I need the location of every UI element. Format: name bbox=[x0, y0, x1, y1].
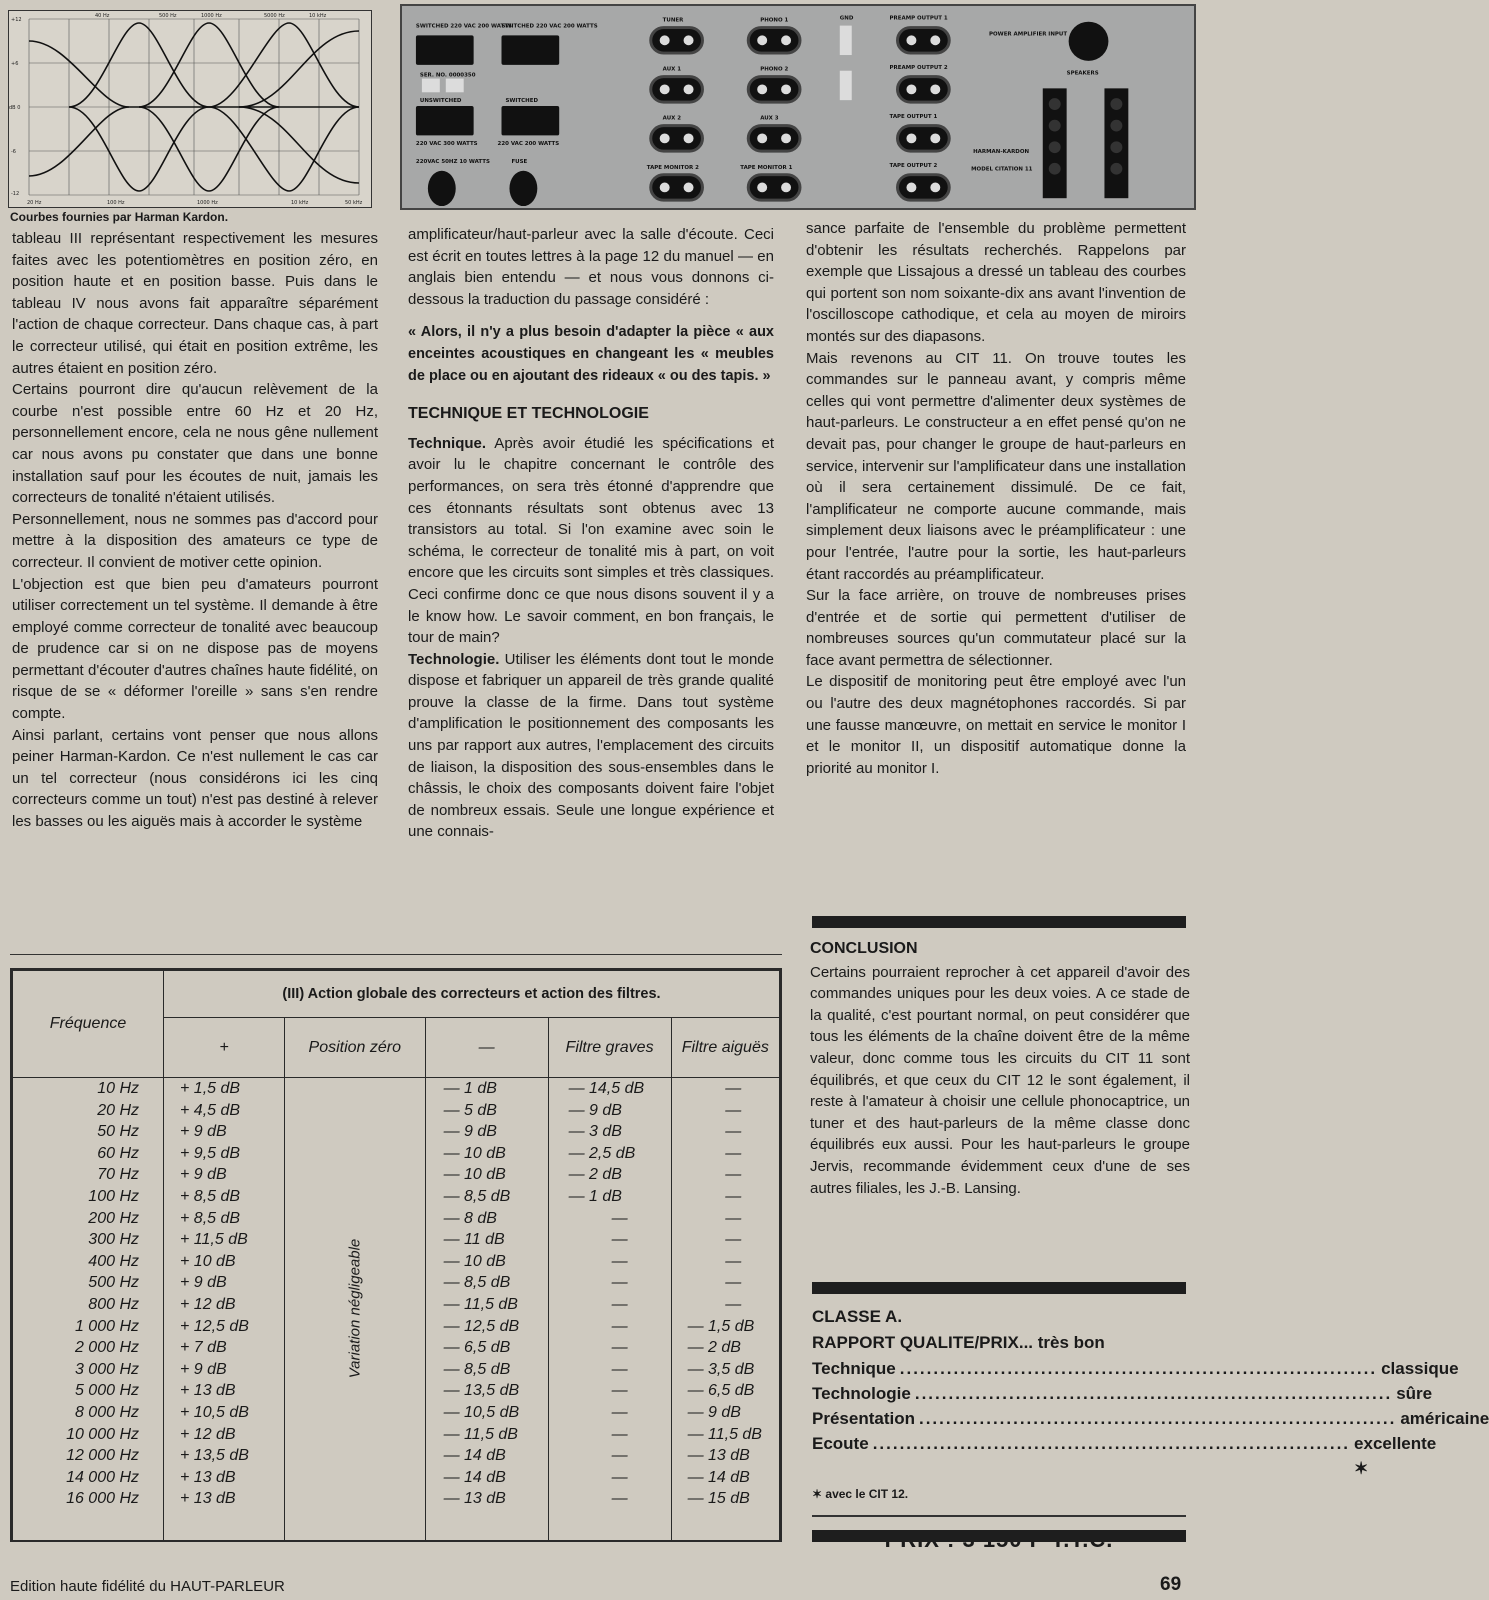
table-cell: + 12,5 dB bbox=[180, 1317, 249, 1335]
minus-column bbox=[425, 1078, 548, 1541]
freq-label: 10 kHz bbox=[309, 13, 327, 19]
table-cell: — bbox=[725, 1295, 742, 1313]
leader-dots: ....................................................................... bbox=[918, 1409, 1397, 1428]
footer-publication: Edition haute fidélité du HAUT-PARLEUR bbox=[10, 1578, 285, 1595]
table-cell: — bbox=[611, 1382, 628, 1400]
table-cell: + 9 dB bbox=[180, 1360, 227, 1378]
panel-label: SWITCHED 220 VAC 200 WATTS bbox=[415, 23, 513, 30]
table-cell: 200 Hz bbox=[88, 1209, 139, 1227]
panel-label: HARMAN-KARDON bbox=[973, 149, 1030, 156]
table-iii bbox=[10, 968, 782, 1542]
table-cell: — 9 dB bbox=[568, 1101, 622, 1119]
freq-label: 40 Hz bbox=[95, 13, 110, 19]
table-cell: — 12,5 dB bbox=[443, 1317, 520, 1335]
table-cell: — bbox=[611, 1317, 628, 1335]
table-cell: 20 Hz bbox=[97, 1101, 139, 1119]
panel-label: TAPE OUTPUT 1 bbox=[889, 113, 938, 120]
section-rule bbox=[812, 1282, 1186, 1294]
verdict-box bbox=[812, 1304, 1489, 1553]
rating-note: ✶ avec le CIT 12. bbox=[812, 1487, 909, 1501]
bottom-label: 20 Hz bbox=[27, 200, 42, 206]
table-cell: — 5 dB bbox=[443, 1101, 497, 1119]
table-cell: — 2 dB bbox=[687, 1339, 741, 1357]
panel-label: TAPE MONITOR 2 bbox=[646, 164, 699, 171]
freq-label: 1000 Hz bbox=[201, 13, 222, 19]
rating-label: Technique bbox=[812, 1359, 896, 1378]
table-cell: + 7 dB bbox=[180, 1339, 227, 1357]
db-label: +12 bbox=[11, 17, 22, 23]
panel-label: SWITCHED bbox=[505, 98, 539, 105]
freq-label: 5000 Hz bbox=[264, 13, 285, 19]
paragraph bbox=[408, 433, 774, 649]
section-title: TECHNIQUE ET TECHNOLOGIE bbox=[408, 405, 649, 423]
paragraph: sance parfaite de l'ensemble du problème permettent d'obtenir les résultats recherchés. Rappelons par exemple que Lissajous a dressé un tableau des courbes qui portent son nom soixante-dix ans avant l'invention de l'oscilloscope cathodique, et cela au moyen de miroirs montés sur des diapasons. bbox=[806, 220, 1186, 345]
table-cell: 12 000 Hz bbox=[66, 1447, 139, 1465]
leader-dots: ....................................................................... bbox=[914, 1384, 1393, 1403]
panel-label: AUX 3 bbox=[760, 115, 779, 122]
table-cell: — bbox=[611, 1425, 628, 1443]
table-cell: 50 Hz bbox=[97, 1123, 139, 1141]
table-cell: — 14 dB bbox=[443, 1468, 506, 1486]
table-cell: + 9 dB bbox=[180, 1274, 227, 1292]
table-cell: — bbox=[725, 1252, 742, 1270]
panel-label: 220 VAC 200 WATTS bbox=[497, 141, 560, 148]
divider bbox=[10, 954, 782, 955]
table-cell: — 14 dB bbox=[687, 1468, 750, 1486]
rear-panel-svg bbox=[402, 6, 1194, 208]
table-cell: — 2 dB bbox=[568, 1166, 622, 1184]
panel-label: 220VAC 50HZ 10 WATTS bbox=[415, 158, 490, 165]
rating-value: classique bbox=[1381, 1359, 1459, 1378]
page-number: 69 bbox=[1160, 1574, 1182, 1595]
header-filtre-graves: Filtre graves bbox=[548, 1018, 671, 1078]
panel-label: AUX 1 bbox=[662, 66, 682, 73]
table-cell: 2 000 Hz bbox=[74, 1339, 139, 1357]
graph-caption: Courbes fournies par Harman Kardon. bbox=[10, 210, 229, 224]
header-frequence: Fréquence bbox=[13, 971, 164, 1078]
table-cell: — bbox=[611, 1403, 628, 1421]
header-position-zero: Position zéro bbox=[285, 1018, 426, 1078]
panel-label: SER. NO. 0000350 bbox=[419, 72, 476, 79]
paragraph: Personnellement, nous ne sommes pas d'accord pour mettre à la disposition des amateurs ce type de correcteur. Il convient de motiver cette opinion. bbox=[12, 510, 378, 571]
table-cell: + 13 dB bbox=[180, 1490, 236, 1508]
table-cell: + 9 dB bbox=[180, 1166, 227, 1184]
table-cell: — 11 dB bbox=[443, 1231, 505, 1249]
panel-label: PHONO 2 bbox=[760, 66, 789, 73]
table-cell: + 10 dB bbox=[180, 1252, 236, 1270]
conclusion-title: CONCLUSION bbox=[810, 940, 918, 957]
table-cell: 500 Hz bbox=[88, 1274, 139, 1292]
table-title: (III) Action globale des correcteurs et action des filtres. bbox=[164, 971, 780, 1018]
rapport-qualite-prix: RAPPORT QUALITE/PRIX... très bon bbox=[812, 1333, 1105, 1352]
table-cell: — 8,5 dB bbox=[443, 1187, 511, 1205]
rear-panel-photo bbox=[400, 4, 1196, 210]
table-cell: — bbox=[725, 1101, 742, 1119]
paragraph-text: Utiliser les éléments dont tout le monde dispose et fabriquer un appareil de très grande qualité prouve la classe de la firme. Dans tout système d'amplification le positionnement des composants les uns par rapport aux autres, l'emplacement des circuits de liaison, la disposition des sous-ensembles dans le châssis, le choix des composants doivent faire l'objet de nombreux essais. Seule une longue expérience et une connais- bbox=[408, 650, 774, 841]
table-cell: + 9 dB bbox=[180, 1123, 227, 1141]
bottom-label: 1000 Hz bbox=[197, 200, 218, 206]
table-cell: 100 Hz bbox=[88, 1187, 139, 1205]
table-cell: — bbox=[611, 1468, 628, 1486]
table-cell: — 11,5 dB bbox=[687, 1425, 762, 1443]
table-cell: — 10 dB bbox=[443, 1144, 506, 1162]
paragraph-text: Après avoir étudié les spécifications et avoir lu le chapitre concernant le contrôle des performances, on sera très étonné d'apprendre que ces étonnants résultats sont obtenus avec 13 transistors au total. Si l'on examine avec soin le schéma, le correcteur de tonalité mis à part, on voit encore que les circuits sont simples et très classiques. Ceci confirme donc ce que nous disons souvent il y a le know how. Le savoir comment, en bon français, le tour de main? bbox=[408, 434, 774, 647]
table-cell: 800 Hz bbox=[88, 1295, 139, 1313]
db-label: dB 0 bbox=[9, 105, 21, 111]
panel-label: MODEL CITATION 11 bbox=[971, 166, 1033, 173]
table-cell: — 13,5 dB bbox=[443, 1382, 520, 1400]
rating-row bbox=[812, 1406, 1489, 1431]
panel-label: SPEAKERS bbox=[1066, 70, 1099, 77]
table-cell: — 2,5 dB bbox=[568, 1144, 636, 1162]
panel-label: TUNER bbox=[662, 17, 684, 24]
db-label: +6 bbox=[11, 61, 19, 67]
table-cell: — 13 dB bbox=[443, 1490, 506, 1508]
table-cell: — bbox=[725, 1209, 742, 1227]
paragraph: amplificateur/haut-parleur avec la salle d'écoute. Ceci est écrit en toutes lettres à la page 12 du manuel — en anglais bien entendu — et nous vous donnons ci-dessous la traduction du passage considéré : bbox=[408, 226, 774, 308]
table-cell: 10 000 Hz bbox=[66, 1425, 139, 1443]
table-cell: — bbox=[611, 1295, 628, 1313]
table-cell: — 1,5 dB bbox=[687, 1317, 755, 1335]
paragraph: Sur la face arrière, on trouve de nombreuses prises d'entrée et de sortie qui permettent d'utiliser de nombreuses sources qu'un commutateur placé sur la face avant permettra de sélectionner. bbox=[806, 587, 1186, 669]
bottom-label: 50 kHz bbox=[345, 200, 363, 206]
table-cell: — bbox=[725, 1123, 742, 1141]
table-cell: — bbox=[725, 1231, 742, 1249]
panel-label: POWER AMPLIFIER INPUT bbox=[989, 31, 1068, 38]
table-cell: 16 000 Hz bbox=[66, 1490, 139, 1508]
table-cell: — bbox=[725, 1187, 742, 1205]
section-rule bbox=[812, 1530, 1186, 1542]
paragraph: Mais revenons au CIT 11. On trouve toutes les commandes sur le panneau avant, y compris même celles qui vont permettre d'alimenter deux systèmes de haut-parleurs. Le constructeur a en effet pensé qu'on ne devait pas, pour changer le groupe de haut-parleurs en service, intervenir sur l'amplificateur dans une installation où il sera certainement dissimulé. De ce fait, l'amplificateur ne comporte aucune commande, mais simplement deux liaisons avec le préamplificateur : une pour l'entrée, l'autre pour la sortie, les haut-parleurs étant raccordés au préamplificateur. bbox=[806, 349, 1186, 583]
rating-label: Présentation bbox=[812, 1409, 915, 1428]
table-cell: — 8,5 dB bbox=[443, 1274, 511, 1292]
table-cell: — 15 dB bbox=[687, 1490, 750, 1508]
table-cell: — bbox=[611, 1490, 628, 1508]
table-cell: — 11,5 dB bbox=[443, 1425, 518, 1443]
table-cell: — 10 dB bbox=[443, 1252, 506, 1270]
panel-label: AUX 2 bbox=[662, 115, 682, 122]
panel-label: SWITCHED 220 VAC 200 WATTS bbox=[501, 23, 598, 30]
column-1 bbox=[12, 228, 378, 833]
manual-quote: « Alors, il n'y a plus besoin d'adapter la pièce « aux enceintes acoustiques en changeant les « meubles de place ou en ajoutant des rideaux « ou des tapis. » bbox=[408, 324, 774, 384]
table-cell: 70 Hz bbox=[97, 1166, 139, 1184]
table-cell: + 12 dB bbox=[180, 1425, 236, 1443]
table-cell: — 9 dB bbox=[443, 1123, 497, 1141]
table-cell: — 14,5 dB bbox=[568, 1080, 645, 1097]
table-cell: — bbox=[611, 1274, 628, 1292]
filtre-graves-column bbox=[548, 1078, 671, 1541]
conclusion bbox=[810, 938, 1190, 1199]
panel-label: UNSWITCHED bbox=[419, 98, 462, 105]
classe-label: CLASSE A. bbox=[812, 1307, 903, 1326]
table-cell: + 10,5 dB bbox=[180, 1403, 249, 1421]
table-cell: — 13 dB bbox=[687, 1447, 750, 1465]
table-cell: — bbox=[611, 1360, 628, 1378]
section-rule bbox=[812, 916, 1186, 928]
table-cell: 10 Hz bbox=[97, 1080, 139, 1097]
panel-label: PHONO 1 bbox=[760, 17, 789, 24]
bottom-label: 100 Hz bbox=[107, 200, 125, 206]
table-cell: — 8,5 dB bbox=[443, 1360, 511, 1378]
leader-dots: ....................................................................... bbox=[899, 1359, 1378, 1378]
frequency-response-graph bbox=[8, 10, 372, 208]
rating-row bbox=[812, 1431, 1437, 1481]
table-cell: — 11,5 dB bbox=[443, 1295, 518, 1313]
table-cell: — bbox=[611, 1447, 628, 1465]
table-cell: — bbox=[611, 1209, 628, 1227]
panel-label: FUSE bbox=[511, 158, 528, 165]
table-cell: + 1,5 dB bbox=[180, 1080, 241, 1097]
rating-row bbox=[812, 1356, 1459, 1381]
table-cell: — 1 dB bbox=[443, 1080, 497, 1097]
table-cell: — 6,5 dB bbox=[443, 1339, 511, 1357]
table-cell: — bbox=[725, 1144, 742, 1162]
panel-label: 220 VAC 300 WATTS bbox=[415, 141, 478, 148]
table-cell: — 10 dB bbox=[443, 1166, 506, 1184]
paragraph: Ainsi parlant, certains vont penser que nous allons peiner Harman-Kardon. Ce n'est nullement le cas car un tel correcteur (nous considérons ici les cinq correcteurs comme un tout) n'est pas destiné à relever les basses ou les aiguës mais à accorder le système bbox=[12, 726, 378, 831]
conclusion-text: Certains pourraient reprocher à cet appareil d'avoir des commandes uniques pour les deux voies. A ce stade de la qualité, c'est pourtant normal, on peut considérer que tous les éléments de la chaîne doivent être de la même valeur, donc comme tous les circuits du CIT 11 sont équilibrés, et que ceux du CIT 12 le sont également, il reste à l'amateur à choisir une cellule phonocaptrice, un tuner et des haut-parleurs de la même classe donc équilibrés eux aussi. Pour les haut-parleurs le groupe Jervis, recommande évidemment ceux d'une de ses autres filiales, les J.-B. Lansing. bbox=[810, 963, 1190, 1197]
table-cell: + 12 dB bbox=[180, 1295, 236, 1313]
header-minus: — bbox=[425, 1018, 548, 1078]
paragraph: Certains pourront dire qu'aucun relèvement de la courbe n'est possible entre 60 Hz et 20 Hz, personnellement encore, cela ne nous gêne nullement car nous avons pu constater que dans une bonne installation sauf pour les écoutes de nuit, jamais les correcteurs de tonalité n'étaient utilisés. bbox=[12, 381, 378, 507]
table-cell: — 3 dB bbox=[568, 1123, 622, 1141]
leader-dots: ....................................................................... bbox=[872, 1434, 1351, 1453]
column-3 bbox=[806, 218, 1186, 779]
column-2 bbox=[408, 224, 774, 843]
table-cell: — bbox=[725, 1080, 742, 1097]
table-cell: + 8,5 dB bbox=[180, 1209, 241, 1227]
table-cell: — 14 dB bbox=[443, 1447, 506, 1465]
table-cell: — 9 dB bbox=[687, 1403, 741, 1421]
panel-label: PREAMP OUTPUT 1 bbox=[889, 15, 948, 22]
table-cell: + 8,5 dB bbox=[180, 1187, 241, 1205]
paragraph: Le dispositif de monitoring peut être employé avec l'un ou l'autre des deux magnétophones raccordés. Si par une fausse manœuvre, on mettait en service le monitor I et le monitor II, un dispositif automatique donne la priorité au monitor I. bbox=[806, 673, 1186, 777]
bottom-label: 10 kHz bbox=[291, 200, 309, 206]
position-zero-column bbox=[285, 1078, 426, 1541]
db-label: -6 bbox=[11, 149, 16, 155]
paragraph: L'objection est que bien peu d'amateurs pourront utiliser correctement un tel système. Il demande à être employé comme correcteur de tonalité avec beaucoup de prudence car si on ne dispose pas de moyens permettant d'écouter d'autres chaînes haute fidélité, on risque de se « déformer l'oreille » sans s'en rendre compte. bbox=[12, 575, 378, 723]
rating-row bbox=[812, 1381, 1433, 1406]
header-filtre-aigues: Filtre aiguës bbox=[671, 1018, 779, 1078]
panel-label: GND bbox=[839, 15, 854, 22]
table-cell: — bbox=[611, 1252, 628, 1270]
freq-label: 500 Hz bbox=[159, 13, 177, 19]
table-cell: — 3,5 dB bbox=[687, 1360, 755, 1378]
table-cell: — bbox=[611, 1339, 628, 1357]
rating-value: sûre bbox=[1396, 1384, 1433, 1403]
rating-value: américaine bbox=[1400, 1409, 1489, 1428]
table-cell: — bbox=[611, 1231, 628, 1249]
table-cell: 5 000 Hz bbox=[74, 1382, 139, 1400]
correcteurs-table bbox=[12, 970, 780, 1540]
panel-label: TAPE MONITOR 1 bbox=[740, 164, 793, 171]
table-cell: — 10,5 dB bbox=[443, 1403, 520, 1421]
panel-label: TAPE OUTPUT 2 bbox=[889, 162, 938, 169]
paragraph: tableau III représentant respectivement les mesures faites avec les potentiomètres en position zéro, en position haute et en position basse. Puis dans le tableau IV nous avons fait apparaître séparément l'action de chaque correcteur. Dans chaque cas, à part le correcteur utilisé, qui était en position extrême, les autres étaient en position zéro. bbox=[12, 230, 378, 377]
panel-label: PREAMP OUTPUT 2 bbox=[889, 64, 948, 71]
rating-label: Technologie bbox=[812, 1384, 911, 1403]
table-cell: 60 Hz bbox=[97, 1144, 139, 1162]
table-cell: 14 000 Hz bbox=[66, 1468, 139, 1486]
table-cell: 400 Hz bbox=[88, 1252, 139, 1270]
rating-label: Ecoute bbox=[812, 1434, 869, 1453]
run-in-heading: Technologie. bbox=[408, 650, 500, 668]
table-cell: 8 000 Hz bbox=[74, 1403, 139, 1421]
table-cell: 3 000 Hz bbox=[74, 1360, 139, 1378]
table-cell: — 8 dB bbox=[443, 1209, 497, 1227]
table-cell: + 13 dB bbox=[180, 1468, 236, 1486]
frequence-column bbox=[13, 1078, 164, 1541]
table-cell: + 13,5 dB bbox=[180, 1447, 249, 1465]
table-cell: — bbox=[725, 1166, 742, 1184]
variation-note: Variation négligeable bbox=[346, 1238, 364, 1379]
table-cell: 1 000 Hz bbox=[74, 1317, 139, 1335]
curves-svg bbox=[9, 11, 371, 207]
table-cell: — 6,5 dB bbox=[687, 1382, 755, 1400]
rating-value: excellente ✶ bbox=[1354, 1434, 1437, 1478]
filtre-aigues-column bbox=[671, 1078, 779, 1541]
table-cell: + 9,5 dB bbox=[180, 1144, 241, 1162]
table-cell: — 1 dB bbox=[568, 1187, 622, 1205]
table-cell: + 11,5 dB bbox=[180, 1231, 248, 1249]
plus-column bbox=[164, 1078, 285, 1541]
run-in-heading: Technique. bbox=[408, 434, 487, 452]
db-label: -12 bbox=[11, 191, 20, 197]
table-cell: + 13 dB bbox=[180, 1382, 236, 1400]
table-cell: — bbox=[725, 1274, 742, 1292]
paragraph bbox=[408, 649, 774, 843]
table-cell: 300 Hz bbox=[88, 1231, 139, 1249]
header-plus: + bbox=[164, 1018, 285, 1078]
table-cell: + 4,5 dB bbox=[180, 1101, 241, 1119]
